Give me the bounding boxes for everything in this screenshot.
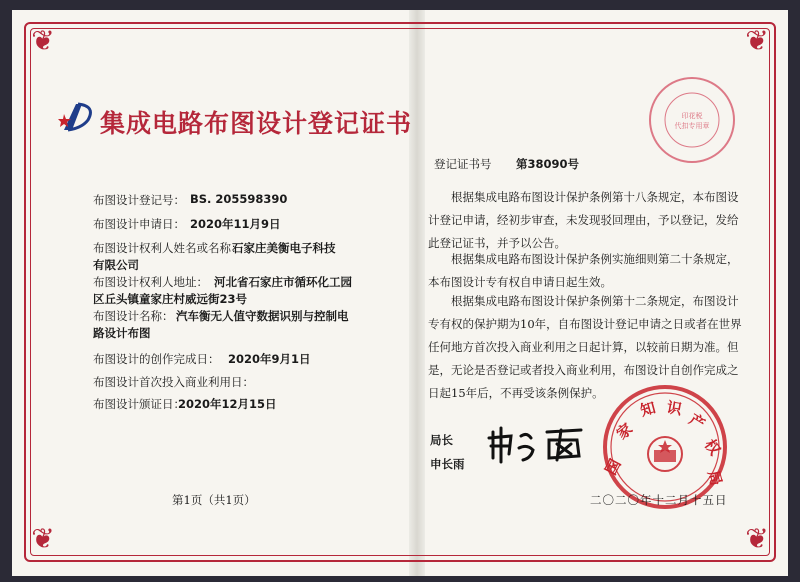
design-name-line1: 汽车衡无人值守数据识别与控制电: [176, 309, 349, 323]
cnipa-logo-icon: [58, 100, 98, 136]
address-label: 布图设计权利人地址：: [93, 275, 208, 289]
paragraph-line: 任何地方首次投入商业利用之日起计算，以较前日期为准。但: [428, 340, 739, 354]
cert-no-label: 登记证书号: [434, 157, 492, 171]
svg-text:国: 国: [601, 456, 625, 478]
director-signature: [487, 424, 587, 464]
director-name: 申长雨: [430, 457, 465, 471]
corner-ornament-icon: ❦: [31, 24, 55, 57]
svg-text:知: 知: [638, 398, 658, 420]
paragraph-line: 根据集成电路布图设计保护条例第十八条规定，本布图设: [451, 190, 739, 204]
apply-date-label: 布图设计申请日：: [93, 217, 185, 231]
paragraph-line: 是，无论是否登记或者投入商业利用，布图设计自创作完成之: [428, 363, 739, 377]
design-name-label: 布图设计名称：: [93, 309, 174, 323]
apply-date-value: 2020年11月9日: [190, 217, 281, 231]
paragraph-line: 日起15年后，不再受该条例保护。: [428, 386, 604, 400]
paragraph-2: [428, 248, 739, 294]
paragraph-line: 此登记证书，并予以公告。: [428, 236, 566, 250]
certificate-title: 集成电路布图设计登记证书: [100, 109, 413, 138]
svg-text:权: 权: [700, 435, 725, 459]
svg-text:印花税: 印花税: [681, 112, 703, 120]
paragraph-line: 计登记申请，经初步审查，未发现驳回理由，予以登记，发给: [428, 213, 739, 227]
page-info: 第1页（共1页）: [172, 493, 256, 507]
reg-no-value: BS. 205598390: [190, 192, 288, 206]
director-label: 局长: [430, 433, 453, 447]
paragraph-line: 根据集成电路布图设计保护条例第十二条规定，布图设计: [451, 294, 739, 308]
reg-no-label: 布图设计登记号：: [93, 193, 185, 207]
owner-value-line2: 有限公司: [93, 258, 139, 272]
owner-value-line1: 石家庄美衡电子科技: [232, 241, 336, 255]
cert-no-value: 第38090号: [516, 157, 580, 171]
created-date-label: 布图设计的创作完成日：: [93, 352, 220, 366]
corner-ornament-icon: ❦: [31, 522, 55, 555]
corner-seal-icon: [646, 74, 738, 166]
address-value-line1: 河北省石家庄市循环化工园: [214, 275, 352, 289]
svg-text:局: 局: [704, 468, 726, 488]
corner-ornament-icon: ❦: [745, 24, 769, 57]
paragraph-1: [428, 186, 739, 255]
address-value-line2: 区丘头镇童家庄村威远街23号: [93, 292, 248, 306]
svg-text:识: 识: [665, 398, 684, 419]
paragraph-line: 根据集成电路布图设计保护条例实施细则第二十条规定，: [451, 252, 739, 266]
issue-date-label: 布图设计颁证日：: [93, 397, 185, 411]
first-use-label: 布图设计首次投入商业利用日：: [93, 375, 254, 389]
svg-text:产: 产: [685, 410, 709, 434]
corner-ornament-icon: ❦: [745, 522, 769, 555]
paragraph-line: 专有权的保护期为10年，自布图设计登记申请之日或者在世界: [428, 317, 742, 331]
issue-date-chinese: 二〇二〇年十二月十五日: [590, 493, 728, 507]
issue-date-value: 2020年12月15日: [178, 397, 277, 411]
owner-label: 布图设计权利人姓名或名称：: [93, 241, 243, 255]
created-date-value: 2020年9月1日: [228, 352, 311, 366]
svg-text:代扣专用章: 代扣专用章: [674, 122, 710, 130]
svg-text:家: 家: [613, 419, 637, 444]
design-name-line2: 路设计布图: [93, 326, 151, 340]
paragraph-line: 本布图设计专有权自申请日起生效。: [428, 275, 612, 289]
